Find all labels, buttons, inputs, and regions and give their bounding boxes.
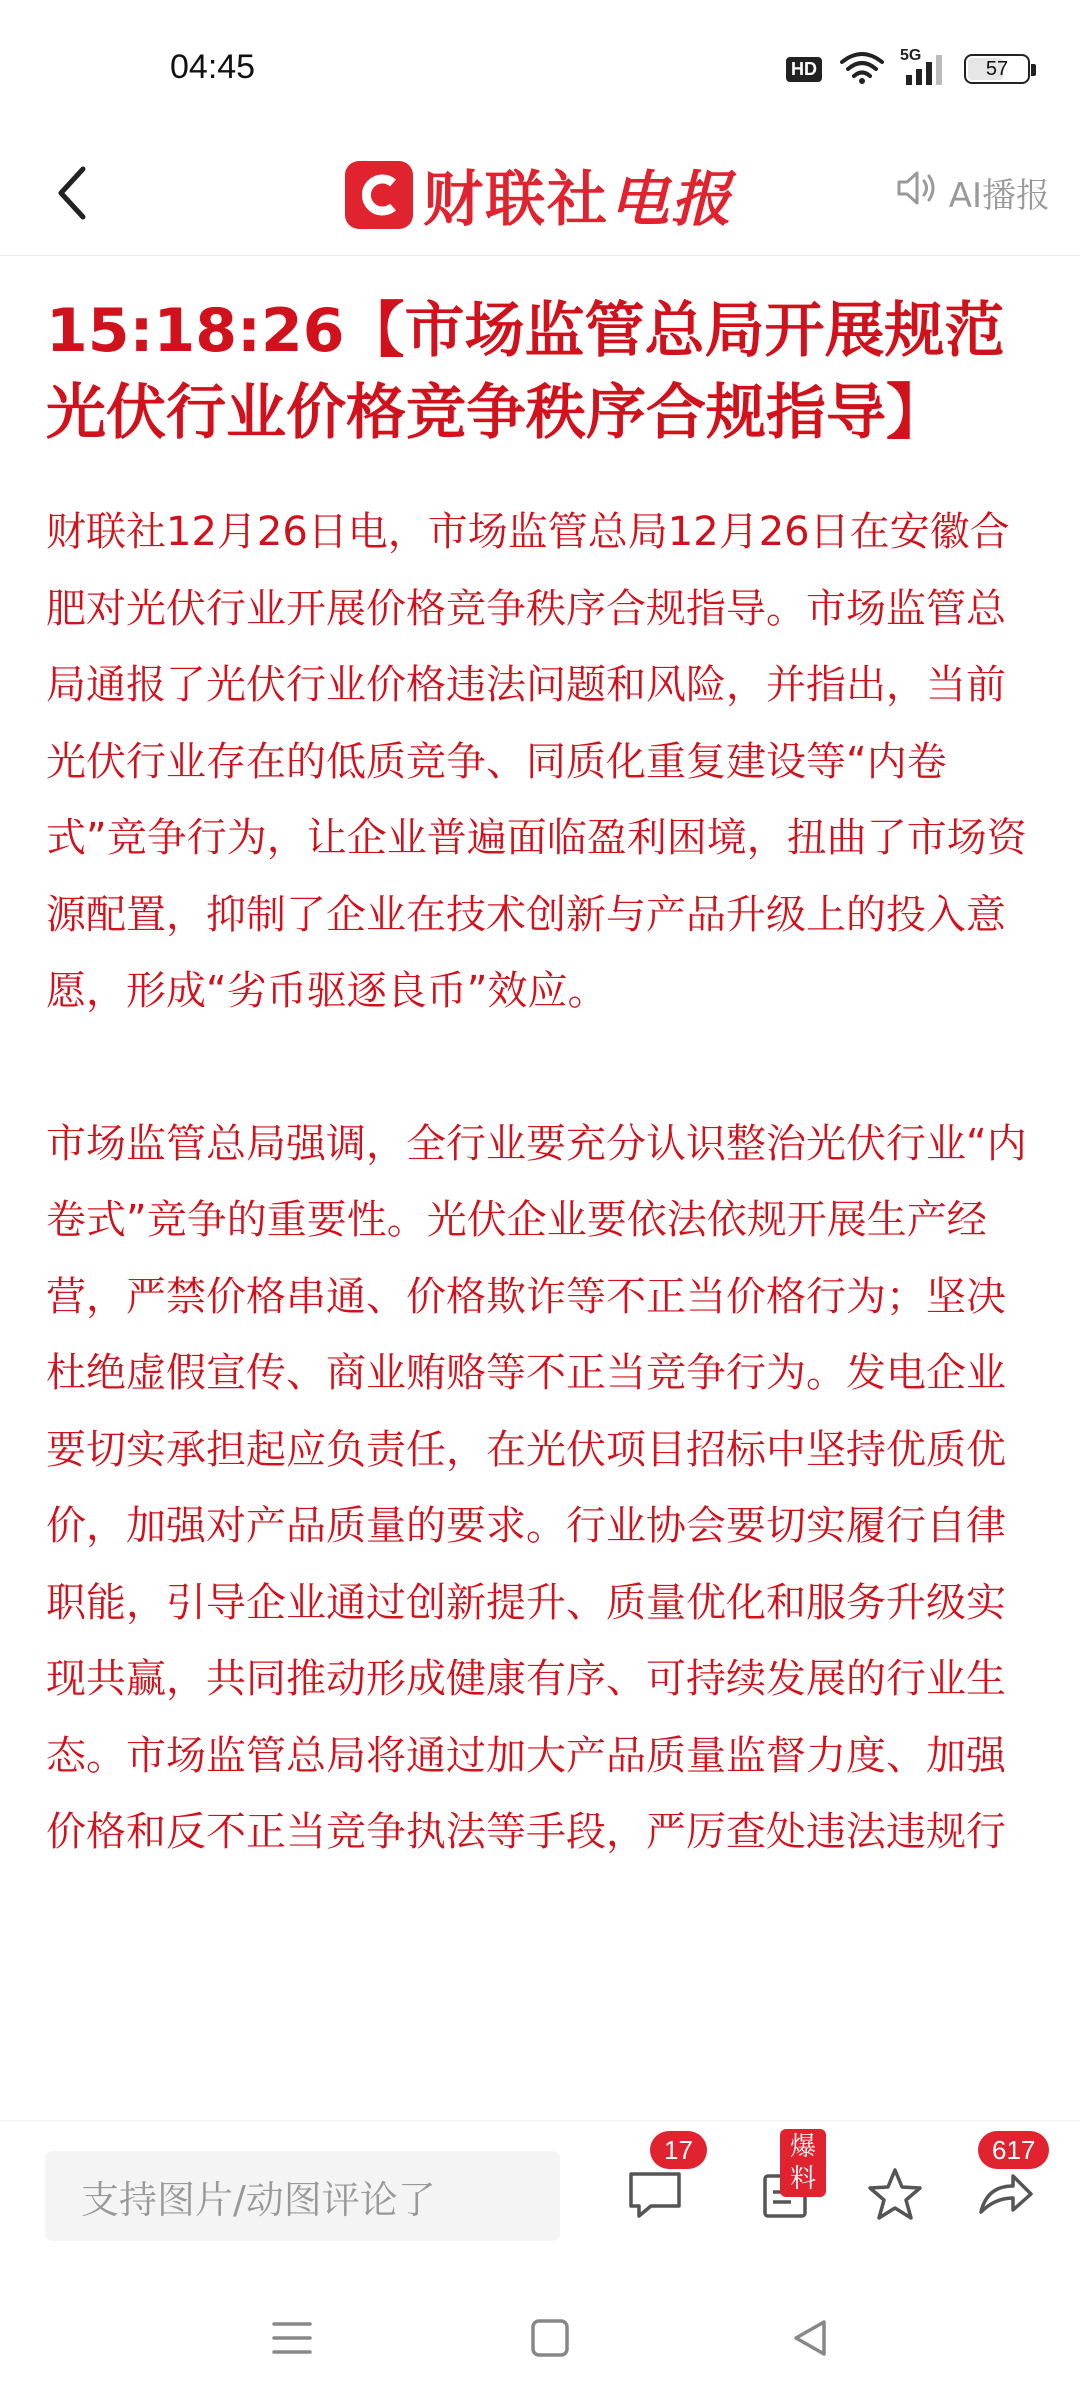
article-content (46, 290, 1036, 1871)
status-icons (786, 47, 1030, 88)
ai-broadcast-label: AI播报 (948, 176, 1050, 216)
triangle-back-icon (788, 2316, 832, 2364)
brand-name-part2: 电报 (609, 165, 733, 235)
report-button[interactable] (750, 2132, 820, 2231)
network-type: 5G (900, 47, 922, 64)
wifi-icon (840, 50, 884, 88)
article-paragraph: 市场监管总局强调，全行业要充分认识整治光伏行业“内卷式”竞争的重要性。光伏企业要依法依规开展生产经营，严禁价格串通、价格欺诈等不正当价格行为；坚决杜绝虚假宣传、商业贿赂等不正当竞争行为。发电企业要切实承担起应负责任，在光伏项目招标中坚持优质优价，加强对产品质量的要求。行业协会要切实履行自律职能，引导企业通过创新提升、质量优化和服务升级实现共赢，共同推动形成健康有序、可持续发展的行业生态。市场监管总局将通过加大产品质量监督力度、加强价格和反不正当竞争执法等手段，严厉查处违法违规行 (46, 1120, 1027, 1855)
brand-name (423, 152, 733, 238)
cls-logo-icon (345, 161, 413, 229)
star-icon (866, 2166, 924, 2226)
share-button[interactable] (970, 2135, 1040, 2231)
article-paragraph: 财联社12月26日电，市场监管总局12月26日在安徽合肥对光伏行业开展价格竞争秩序合规指导。市场监管总局通报了光伏行业价格违法问题和风险，并指出，当前光伏行业存在的低质竞争、同质化重复建设等“内卷式”竞争行为，让企业普遍面临盈利困境，扭曲了市场资源配置，抑制了企业在技术创新与产品升级上的投入意愿，形成“劣币驱逐良币”效应。 (46, 509, 1027, 1014)
chevron-left-icon (55, 165, 91, 225)
comment-icon (625, 2166, 685, 2226)
brand-logo (345, 150, 733, 240)
comments-button[interactable] (620, 2135, 693, 2231)
report-tag: 爆料 (780, 2129, 826, 2197)
nav-back-button[interactable] (780, 2310, 840, 2370)
share-icon (975, 2166, 1035, 2226)
system-nav-bar (0, 2280, 1080, 2400)
back-button[interactable] (38, 160, 108, 230)
battery-level: 57 (985, 57, 1009, 80)
favorite-button[interactable] (860, 2161, 930, 2231)
nav-menu-button[interactable] (262, 2310, 322, 2370)
bottom-action-bar (0, 2120, 1080, 2281)
comment-count-badge: 17 (650, 2131, 707, 2169)
hd-badge: HD (786, 57, 822, 82)
comment-input[interactable] (45, 2151, 560, 2241)
comment-placeholder: 支持图片/动图评论了 (81, 2177, 436, 2222)
speaker-icon (895, 168, 939, 217)
battery-indicator (964, 54, 1030, 84)
home-square-icon (528, 2316, 572, 2364)
nav-home-button[interactable] (520, 2310, 580, 2370)
status-bar (0, 0, 1080, 140)
cellular-signal-icon (900, 47, 946, 85)
menu-icon (270, 2318, 314, 2362)
ai-broadcast-button[interactable] (895, 168, 1050, 217)
brand-name-part1: 财联社 (423, 165, 609, 235)
top-header (0, 140, 1080, 256)
status-time: 04:45 (170, 48, 256, 86)
article-headline: 15:18:26【市场监管总局开展规范光伏行业价格竞争秩序合规指导】 (46, 296, 1005, 448)
share-count-badge: 617 (978, 2131, 1049, 2169)
